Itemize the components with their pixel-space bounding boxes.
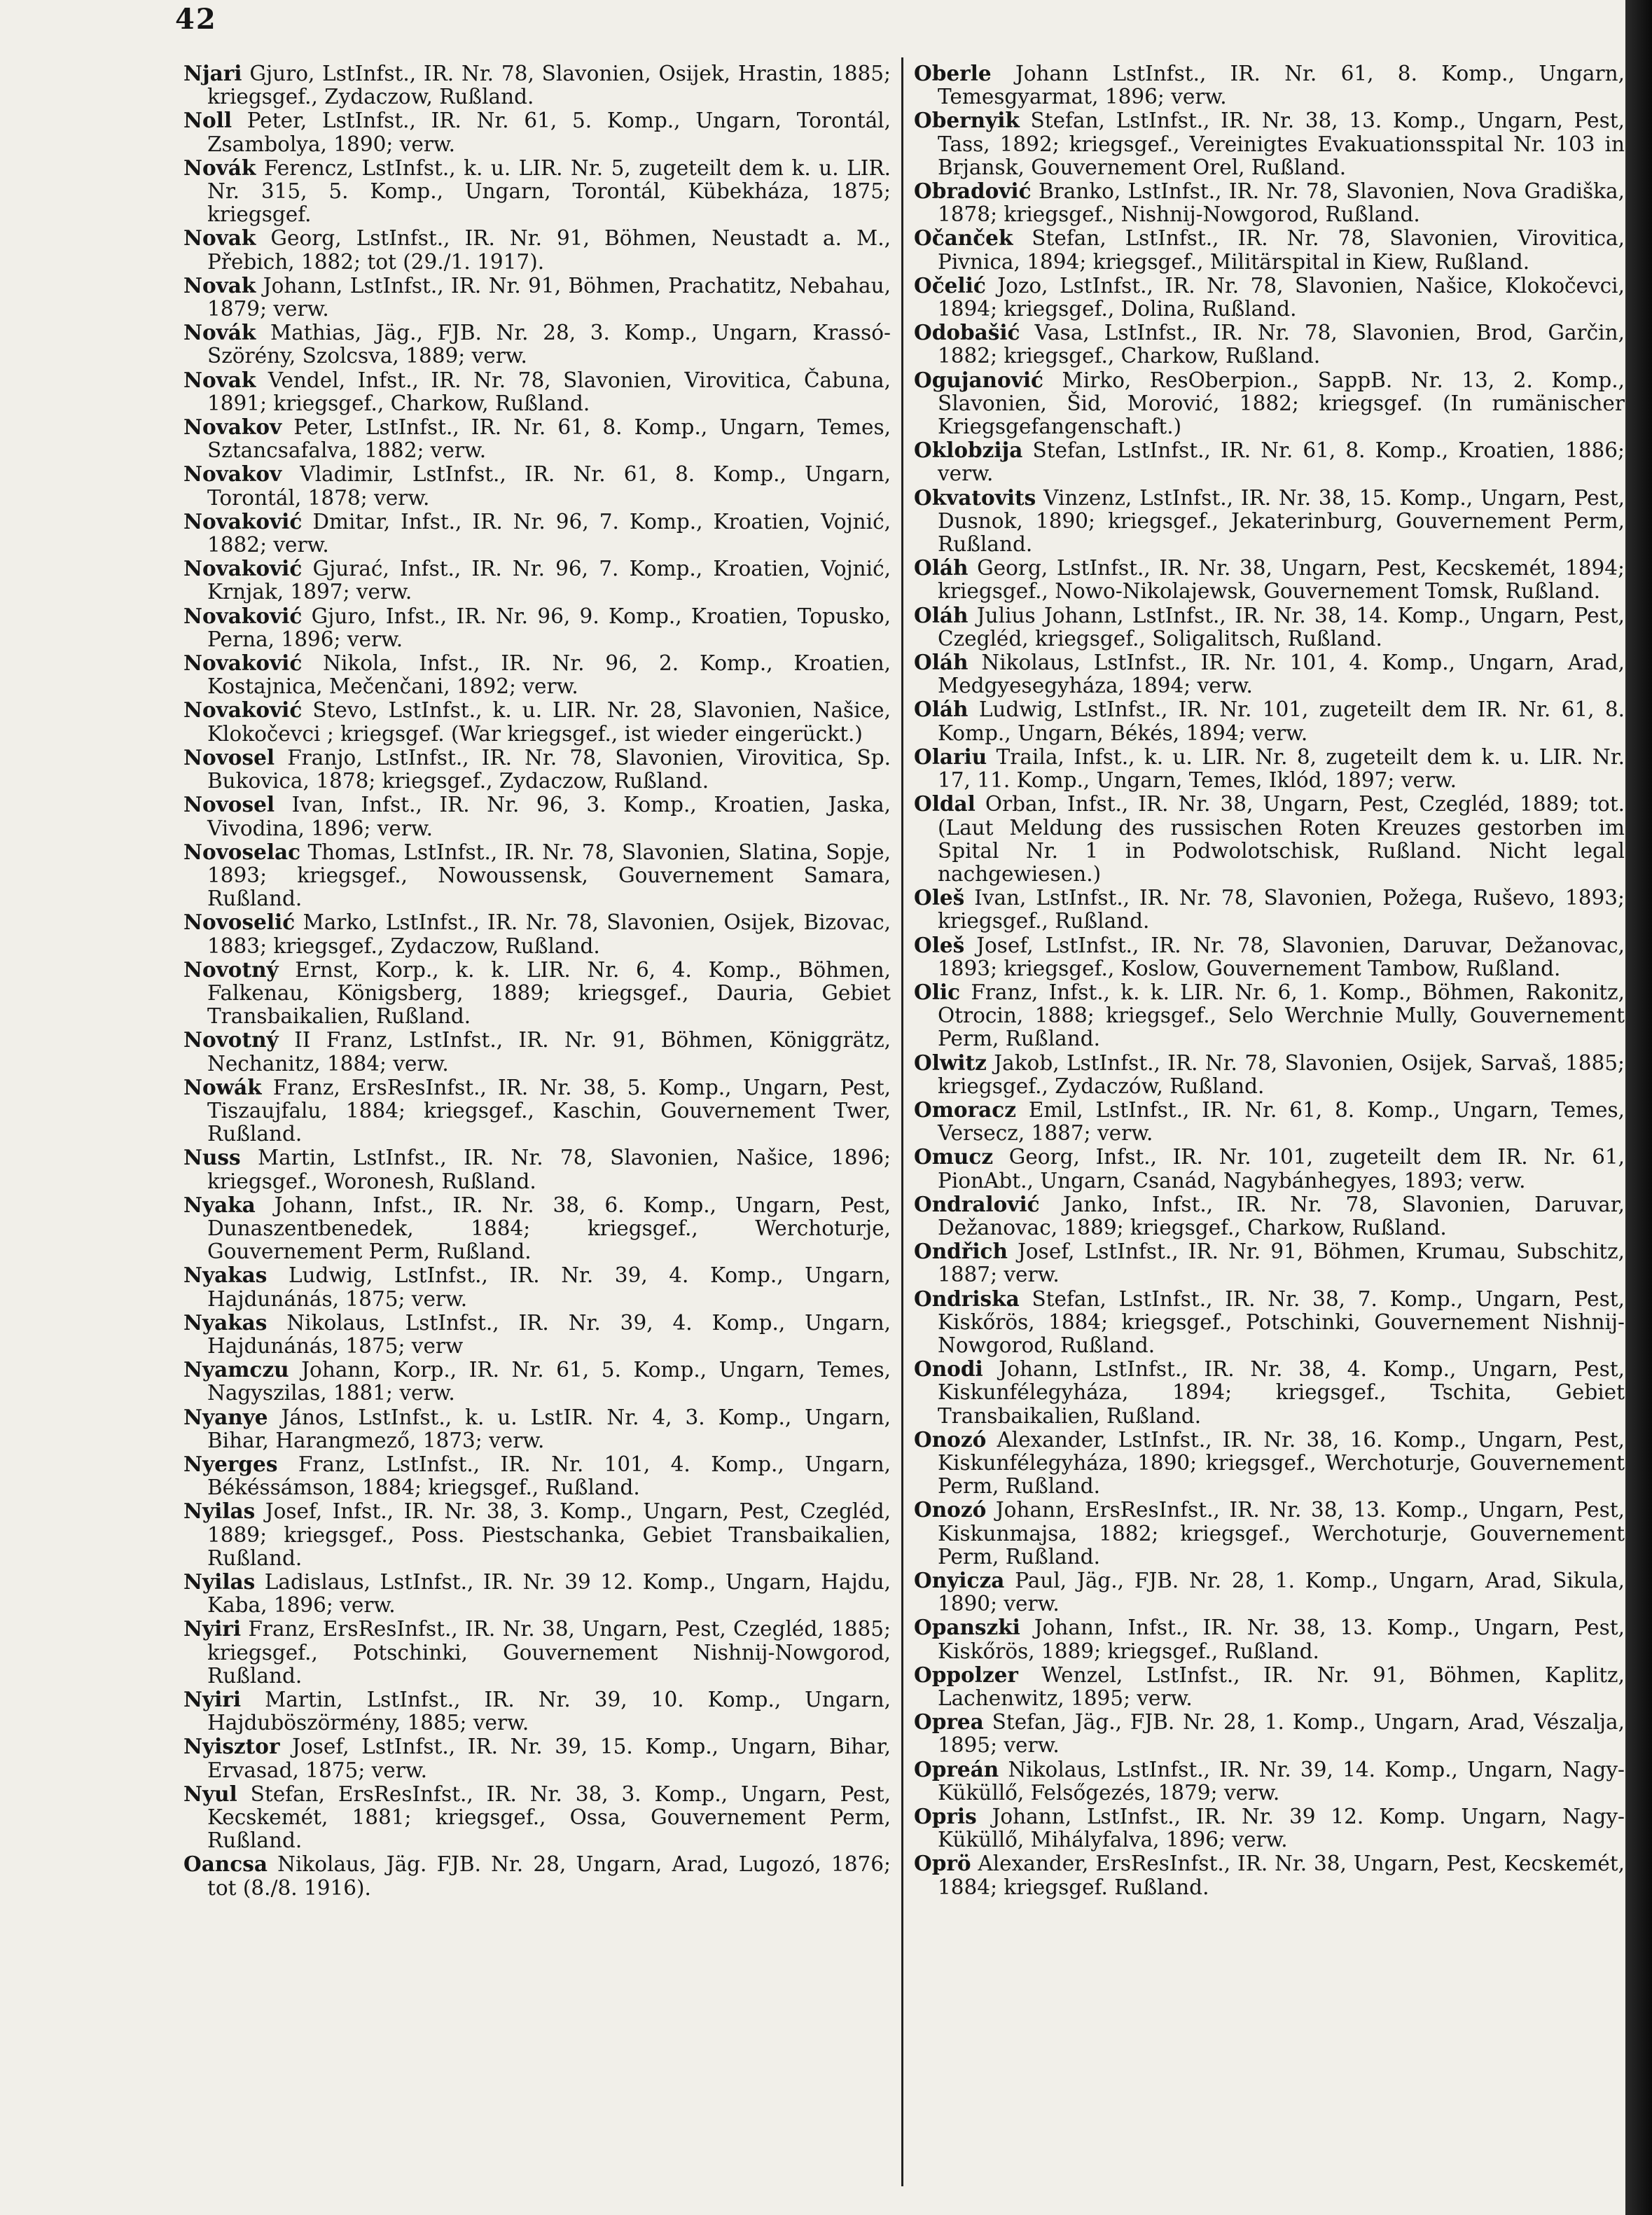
register-entry — [183, 698, 891, 745]
entry-surname: Novotný — [183, 1027, 279, 1053]
register-entry — [914, 226, 1625, 273]
entry-details: Georg, LstInfst., IR. Nr. 91, Böhmen, Neustadt a. M., Přebich, 1882; tot (29./1. 1917). — [207, 226, 891, 274]
register-entry — [914, 62, 1625, 109]
register-entry — [914, 792, 1625, 886]
register-entry — [183, 156, 891, 227]
entry-details: Georg, Infst., IR. Nr. 101, zugeteilt dem IR. Nr. 61, PionAbt., Ungarn, Csanád, Nagybánhegyes, 1893; verw. — [938, 1145, 1625, 1193]
register-entry — [183, 557, 891, 604]
register-entry — [914, 368, 1625, 439]
register-entry — [914, 1098, 1625, 1145]
entry-details: Josef, LstInfst., IR. Nr. 78, Slavonien, Daruvar, Dežanovac, 1893; kriegsgef., Koslow, Gouvernement Tambow, Rußland. — [938, 933, 1625, 980]
entry-surname: Novaković — [183, 556, 303, 581]
register-entry — [183, 746, 891, 793]
register-entry — [183, 1193, 891, 1264]
entry-surname: Nyanye — [183, 1404, 268, 1429]
register-entry — [183, 1852, 891, 1899]
register-entry — [914, 1193, 1625, 1240]
entry-details: Gjuro, LstInfst., IR. Nr. 78, Slavonien, Osijek, Hrastin, 1885; kriegsgef., Zydaczow, Rußland. — [207, 62, 891, 109]
entry-details: Franz, Infst., k. k. LIR. Nr. 6, 1. Komp., Böhmen, Rakonitz, Otrocin, 1888; kriegsgef., Selo Werchnie Mully, Gouvernement Perm, Rußland. — [938, 980, 1625, 1051]
entry-surname: Novák — [183, 320, 256, 345]
entry-surname: Odobašić — [914, 320, 1020, 345]
entry-details: Vendel, Infst., IR. Nr. 78, Slavonien, Virovitica, Čabuna, 1891; kriegsgef., Charkow, Rußland. — [207, 368, 891, 415]
entry-details: Johann, ErsResInfst., IR. Nr. 38, 13. Komp., Ungarn, Pest, Kiskunmajsa, 1882; kriegsgef., Werchoturje, Gouvernement Perm, Rußland. — [938, 1498, 1625, 1569]
entry-details: Nikolaus, LstInfst., IR. Nr. 39, 14. Komp., Ungarn, Nagy-Küküllő, Felsőgezés, 1879; verw. — [938, 1757, 1625, 1805]
entry-surname: Novoselac — [183, 839, 301, 864]
register-entry — [914, 1710, 1625, 1757]
entry-surname: Nyakas — [183, 1310, 268, 1335]
entry-details: Ludwig, LstInfst., IR. Nr. 101, zugeteilt dem IR. Nr. 61, 8. Komp., Ungarn, Békés, 1894; verw. — [938, 697, 1625, 745]
register-entry — [183, 415, 891, 462]
entry-details: Dmitar, Infst., IR. Nr. 96, 7. Komp., Kroatien, Vojnić, 1882; verw. — [207, 509, 891, 557]
entry-surname: Omoracz — [914, 1097, 1016, 1122]
entry-surname: Novosel — [183, 744, 275, 770]
entry-surname: Novak — [183, 272, 256, 298]
register-entry — [914, 1428, 1625, 1499]
register-entry — [914, 486, 1625, 557]
entry-surname: Onodi — [914, 1356, 983, 1382]
entry-surname: Opris — [914, 1804, 977, 1829]
entry-surname: Obernyik — [914, 108, 1020, 133]
entry-details: Stefan, LstInfst., IR. Nr. 78, Slavonien, Virovitica, Pivnica, 1894; kriegsgef., Militärspital in Kiew, Rußland. — [938, 226, 1625, 274]
entry-surname: Nyaka — [183, 1192, 256, 1217]
entry-details: Josef, Infst., IR. Nr. 38, 3. Komp., Ungarn, Pest, Czegléd, 1889; kriegsgef., Poss. Piestschanka, Gebiet Transbaikalien, Rußland. — [207, 1499, 891, 1570]
register-entry — [183, 62, 891, 109]
entry-details: Georg, LstInfst., IR. Nr. 38, Ungarn, Pest, Kecskemét, 1894; kriegsgef., Nowo-Nikolajewsk, Gouvernement Tomsk, Rußland. — [938, 556, 1625, 604]
entry-details: Julius Johann, LstInfst., IR. Nr. 38, 14. Komp., Ungarn, Pest, Czegléd, kriegsgef., Soligalitsch, Rußland. — [938, 603, 1625, 651]
entry-details: Vasa, LstInfst., IR. Nr. 78, Slavonien, Brod, Garčin, 1882; kriegsgef., Charkow, Rußland. — [938, 321, 1625, 368]
register-entry — [183, 510, 891, 557]
register-entry — [914, 745, 1625, 792]
register-entry — [914, 109, 1625, 179]
entry-surname: Olic — [914, 979, 961, 1004]
entry-details: Stefan, LstInfst., IR. Nr. 61, 8. Komp., Kroatien, 1886; verw. — [938, 438, 1625, 486]
entry-surname: Nyamczu — [183, 1357, 289, 1382]
entry-details: Stefan, LstInfst., IR. Nr. 38, 7. Komp., Ungarn, Pest, Kiskőrös, 1884; kriegsgef., Potschinki, Gouvernement Nishnij-Nowgorod, Rußland. — [938, 1286, 1625, 1357]
entry-surname: Ondralović — [914, 1191, 1040, 1216]
register-entry — [914, 1852, 1625, 1898]
register-entry — [914, 604, 1625, 651]
entry-details: Jozo, LstInfst., IR. Nr. 78, Slavonien, Našice, Klokočevci, 1894; kriegsgef., Dolina, Rußland. — [938, 273, 1625, 321]
entry-details: Johann, LstInfst., IR. Nr. 91, Böhmen, Prachatitz, Nebahau, 1879; verw. — [207, 273, 891, 321]
entry-details: Emil, LstInfst., IR. Nr. 61, 8. Komp., Ungarn, Temes, Versecz, 1887; verw. — [938, 1097, 1625, 1146]
entry-surname: Obradović — [914, 179, 1032, 204]
entry-details: Josef, LstInfst., IR. Nr. 91, Böhmen, Krumau, Subschitz, 1887; verw. — [938, 1240, 1625, 1287]
entry-details: Stefan, ErsResInfst., IR. Nr. 38, 3. Komp., Ungarn, Pest, Kecskemét, 1881; kriegsgef., Ossa, Gouvernement Perm, Rußland. — [207, 1782, 891, 1853]
entry-surname: Opanszki — [914, 1615, 1020, 1640]
register-entry — [183, 1405, 891, 1452]
entry-surname: Oleš — [914, 932, 965, 957]
register-entry — [183, 1452, 891, 1499]
entry-surname: Novosel — [183, 792, 275, 817]
entry-details: Nikola, Infst., IR. Nr. 96, 2. Komp., Kroatien, Kostajnica, Mečenčani, 1892; verw. — [207, 651, 891, 699]
page-number: 42 — [175, 3, 217, 36]
register-entry — [183, 958, 891, 1029]
entry-details: Thomas, LstInfst., IR. Nr. 78, Slavonien, Slatina, Sopje, 1893; kriegsgef., Nowoussensk, Gouvernement Samara, Rußland. — [207, 840, 891, 911]
entry-surname: Njari — [183, 61, 242, 85]
register-entry — [183, 1263, 891, 1310]
entry-surname: Nyisztor — [183, 1734, 280, 1759]
register-entry — [183, 462, 891, 509]
register-entry — [914, 1498, 1625, 1569]
entry-details: Jakob, LstInfst., IR. Nr. 78, Slavonien, Osijek, Sarvaš, 1885; kriegsgef., Zydaczów, Rußland. — [938, 1050, 1625, 1098]
entry-surname: Novakov — [183, 415, 282, 440]
entry-surname: Onozó — [914, 1426, 987, 1452]
entry-details: Ludwig, LstInfst., IR. Nr. 39, 4. Komp., Ungarn, Hajdunánás, 1875; verw. — [207, 1263, 891, 1311]
entry-details: Johann, Infst., IR. Nr. 38, 13. Komp., Ungarn, Pest, Kiskőrös, 1889; kriegsgef., Rußland. — [938, 1616, 1625, 1663]
entry-surname: Nyakas — [183, 1263, 268, 1288]
entry-surname: Nyerges — [183, 1451, 278, 1476]
entry-surname: Oláh — [914, 650, 969, 675]
entry-details: Ivan, Infst., IR. Nr. 96, 3. Komp., Kroatien, Jaska, Vivodina, 1896; verw. — [207, 793, 891, 840]
register-entry — [914, 886, 1625, 933]
register-entry — [914, 933, 1625, 980]
register-entry — [914, 1287, 1625, 1358]
register-entry — [914, 556, 1625, 603]
entry-details: Johann, Infst., IR. Nr. 38, 6. Komp., Ungarn, Pest, Dunaszentbenedek, 1884; kriegsgef., Werchoturje, Gouvernement Perm, Rußland. — [207, 1193, 891, 1264]
register-entry — [183, 651, 891, 698]
entry-surname: Nyul — [183, 1781, 237, 1806]
register-entry — [914, 1145, 1625, 1192]
entry-details: János, LstInfst., k. u. LstIR. Nr. 4, 3. Komp., Ungarn, Bihar, Harangmező, 1873; verw. — [207, 1405, 891, 1452]
register-entry — [914, 651, 1625, 697]
entry-details: Mirko, ResOberpion., SappB. Nr. 13, 2. Komp., Slavonien, Šid, Morović, 1882; kriegsgef. (In rumänischer Kriegsgefangenschaft.) — [938, 368, 1625, 439]
register-entry — [183, 910, 891, 957]
entry-details: Franz, LstInfst., IR. Nr. 101, 4. Komp., Ungarn, Békéssámson, 1884; kriegsgef., Rußland. — [207, 1452, 891, 1500]
entry-surname: Novaković — [183, 651, 303, 676]
register-entry — [183, 1146, 891, 1193]
column-divider — [901, 57, 903, 2186]
entry-details: Gjurać, Infst., IR. Nr. 96, 7. Komp., Kroatien, Vojnić, Krnjak, 1897; verw. — [207, 557, 891, 604]
entry-details: Vladimir, LstInfst., IR. Nr. 61, 8. Komp., Ungarn, Torontál, 1878; verw. — [207, 462, 891, 510]
entry-surname: Novaković — [183, 603, 303, 628]
register-entry — [914, 1240, 1625, 1286]
register-entry — [183, 1570, 891, 1617]
entry-details: Mathias, Jäg., FJB. Nr. 28, 3. Komp., Ungarn, Krassó-Szörény, Szolcsva, 1889; verw. — [207, 321, 891, 368]
entry-details: Gjuro, Infst., IR. Nr. 96, 9. Komp., Kroatien, Topusko, Perna, 1896; verw. — [207, 604, 891, 651]
entry-details: Alexander, ErsResInfst., IR. Nr. 38, Ungarn, Pest, Kecskemét, 1884; kriegsgef. Rußland. — [938, 1852, 1625, 1899]
entry-details: Martin, LstInfst., IR. Nr. 39, 10. Komp., Ungarn, Hajduböszörmény, 1885; verw. — [207, 1688, 891, 1735]
register-entry — [183, 604, 891, 651]
entry-details: Stefan, LstInfst., IR. Nr. 38, 13. Komp., Ungarn, Pest, Tass, 1892; kriegsgef., Vereinigtes Evakuationsspital Nr. 103 in Brjansk, Gouvernement Orel, Rußland. — [938, 109, 1625, 179]
entry-surname: Novoselić — [183, 910, 296, 935]
entry-surname: Nyiri — [183, 1616, 242, 1641]
entry-surname: Onyicza — [914, 1568, 1005, 1592]
entry-surname: Ogujanović — [914, 367, 1043, 392]
entry-details: Franz, ErsResInfst., IR. Nr. 38, Ungarn, Pest, Czegléd, 1885; kriegsgef., Potschinki, Gouvernement Nishnij-Nowgorod, Rußland. — [207, 1617, 891, 1688]
entry-details: Marko, LstInfst., IR. Nr. 78, Slavonien, Osijek, Bizovac, 1883; kriegsgef., Zydaczow, Rußland. — [207, 910, 891, 958]
entry-surname: Oláh — [914, 555, 969, 581]
entry-surname: Nyiri — [183, 1687, 242, 1712]
register-entry — [914, 980, 1625, 1051]
register-entry — [914, 697, 1625, 744]
register-entry — [183, 109, 891, 155]
register-entry — [183, 1311, 891, 1358]
register-entry — [914, 1663, 1625, 1710]
entry-surname: Oancsa — [183, 1852, 268, 1877]
entry-surname: Okvatovits — [914, 485, 1036, 510]
entry-surname: Očanček — [914, 225, 1013, 251]
register-entry — [183, 1617, 891, 1688]
right-column — [914, 62, 1625, 1899]
entry-details: Peter, LstInfst., IR. Nr. 61, 5. Komp., Ungarn, Torontál, Zsambolya, 1890; verw. — [207, 109, 891, 156]
entry-details: Alexander, LstInfst., IR. Nr. 38, 16. Komp., Ungarn, Pest, Kiskunfélegyháza, 1890; kriegsgef., Werchoturje, Gouvernement Perm, Rußland. — [938, 1427, 1625, 1499]
entry-details: Ernst, Korp., k. k. LIR. Nr. 6, 4. Komp., Böhmen, Falkenau, Königsberg, 1889; kriegsgef., Dauria, Gebiet Transbaikalien, Rußland. — [207, 957, 891, 1029]
register-entry — [914, 1357, 1625, 1428]
entry-surname: Oberle — [914, 61, 992, 85]
register-entry — [183, 1358, 891, 1405]
entry-surname: Novak — [183, 367, 256, 392]
register-entry — [183, 226, 891, 273]
register-entry — [914, 1569, 1625, 1616]
register-entry — [914, 179, 1625, 226]
entry-details: Franz, ErsResInfst., IR. Nr. 38, 5. Komp., Ungarn, Pest, Tiszaujfalu, 1884; kriegsgef., Kaschin, Gouvernement Twer, Rußland. — [207, 1075, 891, 1146]
register-entry — [914, 321, 1625, 368]
entry-surname: Ondřich — [914, 1239, 1008, 1264]
entry-details: Nikolaus, LstInfst., IR. Nr. 39, 4. Komp., Ungarn, Hajdunánás, 1875; verw — [207, 1310, 891, 1358]
entry-details: Wenzel, LstInfst., IR. Nr. 91, Böhmen, Kaplitz, Lachenwitz, 1895; verw. — [938, 1662, 1625, 1711]
entry-surname: Oldal — [914, 791, 976, 817]
entry-details: Stevo, LstInfst., k. u. LIR. Nr. 28, Slavonien, Našice, Klokočevci ; kriegsgef. (War kriegsgef., ist wieder eingerückt.) — [207, 698, 891, 746]
entry-details: Ivan, LstInfst., IR. Nr. 78, Slavonien, Požega, Ruševo, 1893; kriegsgef., Rußland. — [938, 886, 1625, 933]
entry-surname: Nyilas — [183, 1569, 256, 1594]
entry-details: Ferencz, LstInfst., k. u. LIR. Nr. 5, zugeteilt dem k. u. LIR. Nr. 315, 5. Komp., Ungarn, Torontál, Kübekháza, 1875; kriegsgef. — [207, 155, 891, 227]
entry-surname: Novák — [183, 155, 256, 180]
entry-details: Peter, LstInfst., IR. Nr. 61, 8. Komp., Ungarn, Temes, Sztancsafalva, 1882; verw. — [207, 415, 891, 463]
entry-surname: Novaković — [183, 508, 303, 534]
page-edge — [1625, 0, 1652, 2215]
entry-surname: Oprea — [914, 1709, 984, 1735]
register-entry — [183, 321, 891, 368]
entry-details: Ladislaus, LstInfst., IR. Nr. 39 12. Komp., Ungarn, Hajdu, Kaba, 1896; verw. — [207, 1570, 891, 1618]
entry-surname: Ondriska — [914, 1286, 1020, 1311]
entry-surname: Očelić — [914, 272, 986, 298]
entry-surname: Oprö — [914, 1851, 971, 1876]
register-entry — [183, 368, 891, 415]
entry-surname: Novaković — [183, 697, 303, 723]
entry-surname: Novotný — [183, 957, 279, 982]
register-entry — [914, 1805, 1625, 1852]
entry-details: Johann, LstInfst., IR. Nr. 39 12. Komp. Ungarn, Nagy-Küküllő, Mihályfalva, 1896; verw. — [938, 1805, 1625, 1852]
register-entry — [914, 438, 1625, 485]
entry-surname: Novakov — [183, 461, 282, 487]
entry-details: Johann LstInfst., IR. Nr. 61, 8. Komp., Ungarn, Temesgyarmat, 1896; verw. — [938, 62, 1625, 109]
entry-details: Orban, Infst., IR. Nr. 38, Ungarn, Pest, Czegléd, 1889; tot. (Laut Meldung des russischen Roten Kreuzes gestorben im Spital Nr. 1 in Podwolotschisk, Rußland. Nicht legal nachgewiesen.) — [938, 792, 1625, 886]
register-entry — [183, 1499, 891, 1570]
entry-surname: Oláh — [914, 602, 969, 627]
register-entry — [183, 793, 891, 840]
entry-details: Stefan, Jäg., FJB. Nr. 28, 1. Komp., Ungarn, Arad, Vészalja, 1895; verw. — [938, 1710, 1625, 1758]
entry-surname: Nuss — [183, 1145, 241, 1170]
entry-surname: Nowák — [183, 1074, 262, 1099]
entry-details: Johann, LstInfst., IR. Nr. 38, 4. Komp., Ungarn, Pest, Kiskunfélegyháza, 1894; kriegsgef., Tschita, Gebiet Transbaikalien, Rußland. — [938, 1357, 1625, 1428]
entry-details: Traila, Infst., k. u. LIR. Nr. 8, zugeteilt dem k. u. LIR. Nr. 17, 11. Komp., Ungarn, Temes, Iklód, 1897; verw. — [938, 744, 1625, 793]
register-entry — [183, 1076, 891, 1146]
entry-details: Paul, Jäg., FJB. Nr. 28, 1. Komp., Ungarn, Arad, Sikula, 1890; verw. — [938, 1569, 1625, 1616]
entry-details: Nikolaus, Jäg. FJB. Nr. 28, Ungarn, Arad, Lugozó, 1876; tot (8./8. 1916). — [207, 1852, 891, 1900]
entry-surname: Omucz — [914, 1144, 994, 1169]
entry-surname: Olariu — [914, 744, 987, 769]
entry-surname: Opreán — [914, 1756, 999, 1782]
entry-details: Vinzenz, LstInfst., IR. Nr. 38, 15. Komp., Ungarn, Pest, Dusnok, 1890; kriegsgef., Jekaterinburg, Gouvernement Perm, Rußland. — [938, 485, 1625, 557]
register-entry — [183, 840, 891, 911]
register-entry — [183, 1688, 891, 1735]
register-entry — [183, 1782, 891, 1853]
entry-details: Branko, LstInfst., IR. Nr. 78, Slavonien, Nova Gradiška, 1878; kriegsgef., Nishnij-Nowgorod, Rußland. — [938, 179, 1625, 227]
register-entry — [914, 1051, 1625, 1098]
entry-details: Nikolaus, LstInfst., IR. Nr. 101, 4. Komp., Ungarn, Arad, Medgyesegyháza, 1894; verw. — [938, 651, 1625, 698]
register-entry — [914, 1758, 1625, 1805]
entry-surname: Novak — [183, 225, 256, 251]
entry-details: II Franz, LstInfst., IR. Nr. 91, Böhmen, Königgrätz, Nechanitz, 1884; verw. — [207, 1028, 891, 1076]
entry-details: Johann, Korp., IR. Nr. 61, 5. Komp., Ungarn, Temes, Nagyszilas, 1881; verw. — [207, 1358, 891, 1405]
register-entry — [183, 274, 891, 321]
left-column — [183, 62, 891, 1900]
entry-details: Josef, LstInfst., IR. Nr. 39, 15. Komp., Ungarn, Bihar, Ervasad, 1875; verw. — [207, 1735, 891, 1782]
register-entry — [914, 1616, 1625, 1662]
register-entry — [914, 274, 1625, 321]
entry-details: Janko, Infst., IR. Nr. 78, Slavonien, Daruvar, Dežanovac, 1889; kriegsgef., Charkow, Rußland. — [938, 1192, 1625, 1240]
entry-surname: Onozó — [914, 1497, 987, 1522]
entry-surname: Nyilas — [183, 1499, 256, 1524]
entry-surname: Noll — [183, 108, 232, 133]
entry-details: Martin, LstInfst., IR. Nr. 78, Slavonien, Našice, 1896; kriegsgef., Woronesh, Rußland. — [207, 1146, 891, 1193]
entry-details: Franjo, LstInfst., IR. Nr. 78, Slavonien, Virovitica, Sp. Bukovica, 1878; kriegsgef., Zydaczow, Rußland. — [207, 745, 891, 793]
entry-surname: Oláh — [914, 697, 969, 722]
entry-surname: Oppolzer — [914, 1662, 1018, 1687]
entry-surname: Oleš — [914, 885, 965, 910]
register-entry — [183, 1028, 891, 1075]
entry-surname: Oklobzija — [914, 438, 1023, 463]
entry-surname: Olwitz — [914, 1050, 987, 1075]
register-entry — [183, 1735, 891, 1782]
